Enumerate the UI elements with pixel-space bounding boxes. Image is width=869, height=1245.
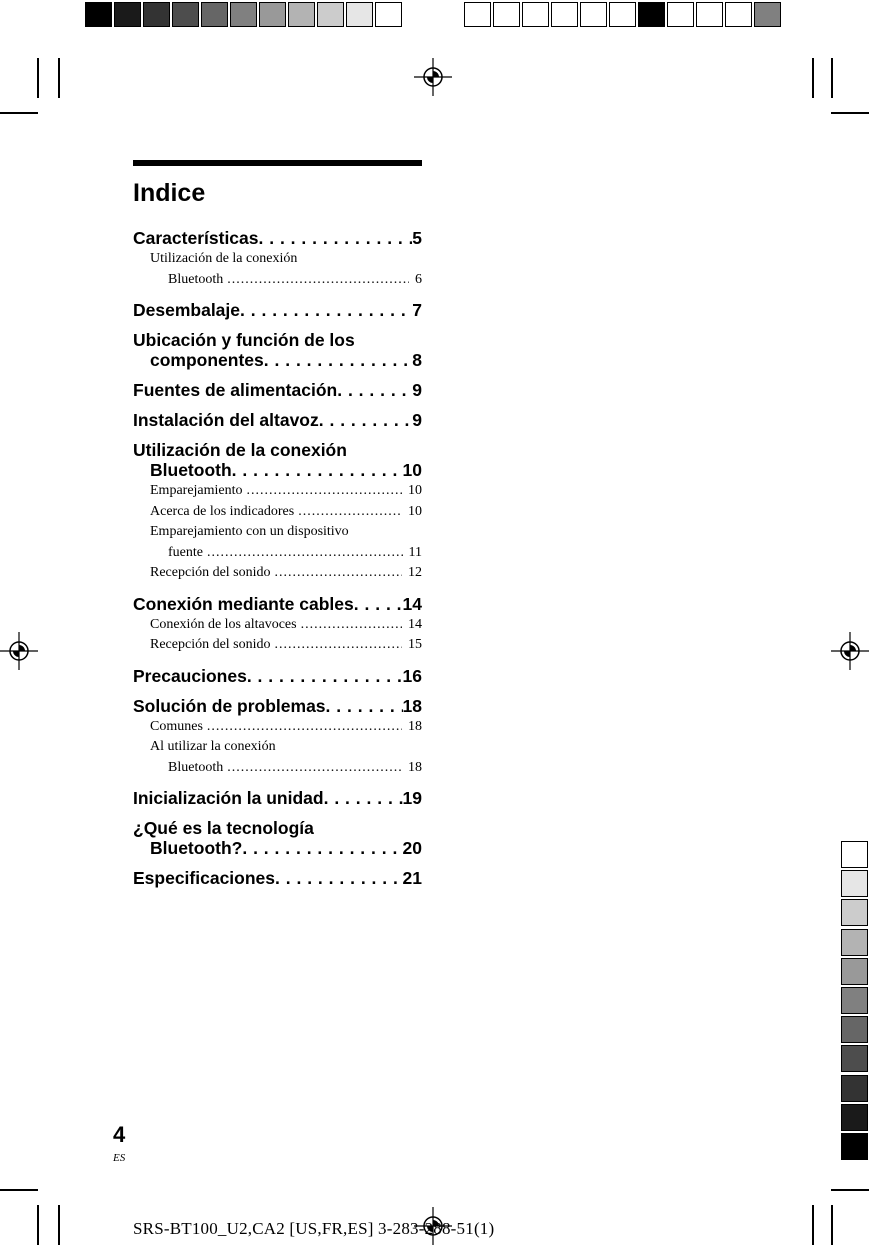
color-swatch xyxy=(288,2,315,27)
toc-section xyxy=(133,228,422,248)
color-calibration-strip-side xyxy=(841,841,868,1162)
toc-section xyxy=(133,380,422,400)
toc-entry-title: Recepción del sonido xyxy=(150,565,271,580)
color-swatch xyxy=(551,2,578,27)
toc-entry-row xyxy=(133,594,422,614)
toc-entry-page: 18 xyxy=(408,718,422,734)
toc-subentry xyxy=(133,737,422,778)
toc-entry-page: 19 xyxy=(402,788,422,808)
registration-mark-icon xyxy=(0,632,38,670)
color-swatch xyxy=(841,1104,868,1131)
color-swatch xyxy=(609,2,636,27)
toc-subentries xyxy=(133,481,422,584)
toc-entry-row xyxy=(150,502,422,523)
color-swatch xyxy=(201,2,228,27)
toc-entry-page: 8 xyxy=(412,350,422,370)
registration-mark-icon xyxy=(414,58,452,96)
crop-mark xyxy=(0,1189,38,1191)
toc-entry-title: Bluetooth xyxy=(168,759,224,775)
toc-section xyxy=(133,818,422,858)
color-swatch xyxy=(638,2,665,27)
table-of-contents xyxy=(133,228,422,888)
toc-entry-row xyxy=(133,696,422,716)
toc-entry-title: Especificaciones xyxy=(133,868,276,888)
toc-entry-title: Inicialización la unidad xyxy=(133,788,324,808)
toc-entry-row xyxy=(150,758,422,779)
crop-mark xyxy=(0,112,38,114)
color-calibration-strip-top-left xyxy=(85,2,404,27)
toc-entry-page: 15 xyxy=(408,637,422,652)
toc-entry-title-line: Emparejamiento con un dispositivo xyxy=(150,524,349,539)
color-swatch xyxy=(230,2,257,27)
color-swatch xyxy=(172,2,199,27)
footer-document-code: SRS-BT100_U2,CA2 [US,FR,ES] 3-283-288-51(1) xyxy=(133,1219,495,1238)
toc-entry-row xyxy=(133,380,422,400)
toc-entry-row xyxy=(133,868,422,888)
color-swatch xyxy=(841,1016,868,1043)
color-swatch xyxy=(841,1075,868,1102)
dot-leader xyxy=(301,615,402,636)
toc-entry-page: 14 xyxy=(408,616,422,632)
color-swatch xyxy=(346,2,373,27)
color-swatch xyxy=(841,929,868,956)
dot-leader xyxy=(207,717,402,738)
toc-section xyxy=(133,410,422,430)
dot-leader xyxy=(298,502,402,523)
color-swatch xyxy=(754,2,781,27)
dot-leader xyxy=(247,666,403,686)
toc-subentry xyxy=(133,481,422,502)
toc-subentry xyxy=(133,635,422,656)
color-swatch xyxy=(667,2,694,27)
toc-entry-page: 12 xyxy=(408,565,422,580)
language-code: ES xyxy=(113,1152,126,1164)
color-swatch xyxy=(580,2,607,27)
toc-entry-title: Conexión de los altavoces xyxy=(150,616,297,632)
toc-subentry xyxy=(133,563,422,584)
crop-mark xyxy=(831,1189,869,1191)
toc-entry-page: 7 xyxy=(412,300,422,320)
toc-section xyxy=(133,440,422,480)
toc-entry-row xyxy=(150,717,422,738)
crop-mark xyxy=(58,58,60,98)
toc-entry-page: 9 xyxy=(412,380,422,400)
toc-entry-row xyxy=(133,788,422,808)
toc-entry-page: 6 xyxy=(415,271,422,287)
toc-entry-row xyxy=(133,410,422,430)
toc-subentry xyxy=(133,249,422,290)
toc-entry-title: Comunes xyxy=(150,718,203,734)
toc-subentries xyxy=(133,615,422,656)
registration-mark-icon xyxy=(831,632,869,670)
color-swatch xyxy=(725,2,752,27)
toc-entry-title: Emparejamiento xyxy=(150,483,243,498)
toc-entry-title: Conexión mediante cables xyxy=(133,593,354,614)
toc-entry-title: Bluetooth? xyxy=(150,838,243,858)
color-swatch xyxy=(522,2,549,27)
toc-subentry xyxy=(133,502,422,523)
color-swatch xyxy=(841,870,868,897)
toc-subentry xyxy=(133,717,422,738)
toc-entry-title-line: Al utilizar la conexión xyxy=(150,739,276,754)
dot-leader xyxy=(232,460,403,480)
toc-subentries xyxy=(133,249,422,290)
toc-entry-row xyxy=(150,270,422,291)
toc-section xyxy=(133,300,422,320)
color-swatch xyxy=(114,2,141,27)
color-swatch xyxy=(317,2,344,27)
crop-mark xyxy=(812,58,814,98)
dot-leader xyxy=(326,696,403,716)
toc-entry-title: Desembalaje xyxy=(133,300,241,320)
crop-mark xyxy=(58,1205,60,1245)
toc-entry-row xyxy=(133,460,422,480)
toc-entry-page: 11 xyxy=(408,544,422,560)
toc-entry-row xyxy=(150,615,422,636)
toc-entry-page: 18 xyxy=(402,695,422,716)
dot-leader xyxy=(275,868,403,888)
index-page xyxy=(133,160,422,898)
color-swatch xyxy=(841,1045,868,1072)
crop-mark xyxy=(831,112,869,114)
dot-leader xyxy=(264,350,412,370)
toc-entry-row xyxy=(133,300,422,320)
toc-entry-row xyxy=(133,228,422,248)
page-title: Indice xyxy=(133,179,206,207)
toc-entry-row xyxy=(150,563,422,584)
toc-entry-title-line: Utilización de la conexión xyxy=(150,251,298,266)
toc-entry-page: 10 xyxy=(402,460,422,480)
toc-entry-row xyxy=(133,666,422,686)
toc-entry-title: Fuentes de alimentación xyxy=(133,380,338,400)
color-swatch xyxy=(841,841,868,868)
toc-entry-page: 21 xyxy=(402,868,422,888)
toc-entry-title: Bluetooth xyxy=(150,460,232,480)
dot-leader xyxy=(240,300,412,320)
toc-entry-page: 14 xyxy=(402,593,422,614)
color-swatch xyxy=(841,1133,868,1160)
toc-entry-page: 18 xyxy=(408,759,422,775)
crop-mark xyxy=(37,58,39,98)
page-number: 4 xyxy=(113,1122,126,1147)
toc-entry-title: Recepción del sonido xyxy=(150,637,271,652)
dot-leader xyxy=(207,543,403,564)
toc-entry-title-line: Utilización de la conexión xyxy=(133,440,347,460)
toc-entry-title: Solución de problemas xyxy=(133,695,326,716)
dot-leader xyxy=(275,563,402,584)
color-swatch xyxy=(841,958,868,985)
toc-section xyxy=(133,330,422,370)
color-swatch xyxy=(841,899,868,926)
toc-entry-row xyxy=(150,635,422,656)
dot-leader xyxy=(324,788,403,808)
toc-entry-title: Acerca de los indicadores xyxy=(150,503,295,519)
toc-entry-title: Características xyxy=(133,228,259,248)
dot-leader xyxy=(319,410,413,430)
dot-leader xyxy=(275,635,402,656)
toc-subentry xyxy=(133,522,422,563)
toc-entry-page: 9 xyxy=(412,410,422,430)
toc-section xyxy=(133,868,422,888)
toc-subentry xyxy=(133,615,422,636)
toc-entry-row xyxy=(133,350,422,370)
dot-leader xyxy=(242,838,402,858)
color-swatch xyxy=(464,2,491,27)
crop-mark xyxy=(831,58,833,98)
crop-mark xyxy=(831,1205,833,1245)
toc-entry-title-line: ¿Qué es la tecnología xyxy=(133,818,314,838)
crop-mark xyxy=(37,1205,39,1245)
color-swatch xyxy=(841,987,868,1014)
toc-section xyxy=(133,594,422,614)
dot-leader xyxy=(354,594,403,614)
color-swatch xyxy=(143,2,170,27)
toc-entry-page: 5 xyxy=(412,228,422,248)
title-rule xyxy=(133,160,422,166)
toc-entry-row xyxy=(133,838,422,858)
toc-entry-page: 20 xyxy=(402,838,422,858)
dot-leader xyxy=(247,481,402,502)
toc-entry-title: Bluetooth xyxy=(168,271,224,287)
toc-subentries xyxy=(133,717,422,779)
toc-entry-title: Instalación del altavoz xyxy=(133,410,319,430)
toc-entry-page: 16 xyxy=(402,665,422,686)
dot-leader xyxy=(227,270,409,291)
color-swatch xyxy=(85,2,112,27)
toc-entry-title-line: Ubicación y función de los xyxy=(133,330,355,350)
color-swatch xyxy=(493,2,520,27)
dot-leader xyxy=(227,758,402,779)
dot-leader xyxy=(337,380,412,400)
color-swatch xyxy=(696,2,723,27)
dot-leader xyxy=(259,228,413,248)
toc-entry-title: fuente xyxy=(168,544,203,560)
toc-entry-page: 10 xyxy=(408,483,422,498)
color-calibration-strip-top-right xyxy=(464,2,783,27)
color-swatch xyxy=(375,2,402,27)
toc-entry-page: 10 xyxy=(408,503,422,519)
toc-section xyxy=(133,788,422,808)
crop-mark xyxy=(812,1205,814,1245)
toc-section xyxy=(133,696,422,716)
toc-section xyxy=(133,666,422,686)
toc-entry-row xyxy=(150,543,422,564)
toc-entry-title: Precauciones xyxy=(133,665,247,686)
color-swatch xyxy=(259,2,286,27)
toc-entry-title: componentes xyxy=(150,350,264,370)
toc-entry-row xyxy=(150,481,422,502)
